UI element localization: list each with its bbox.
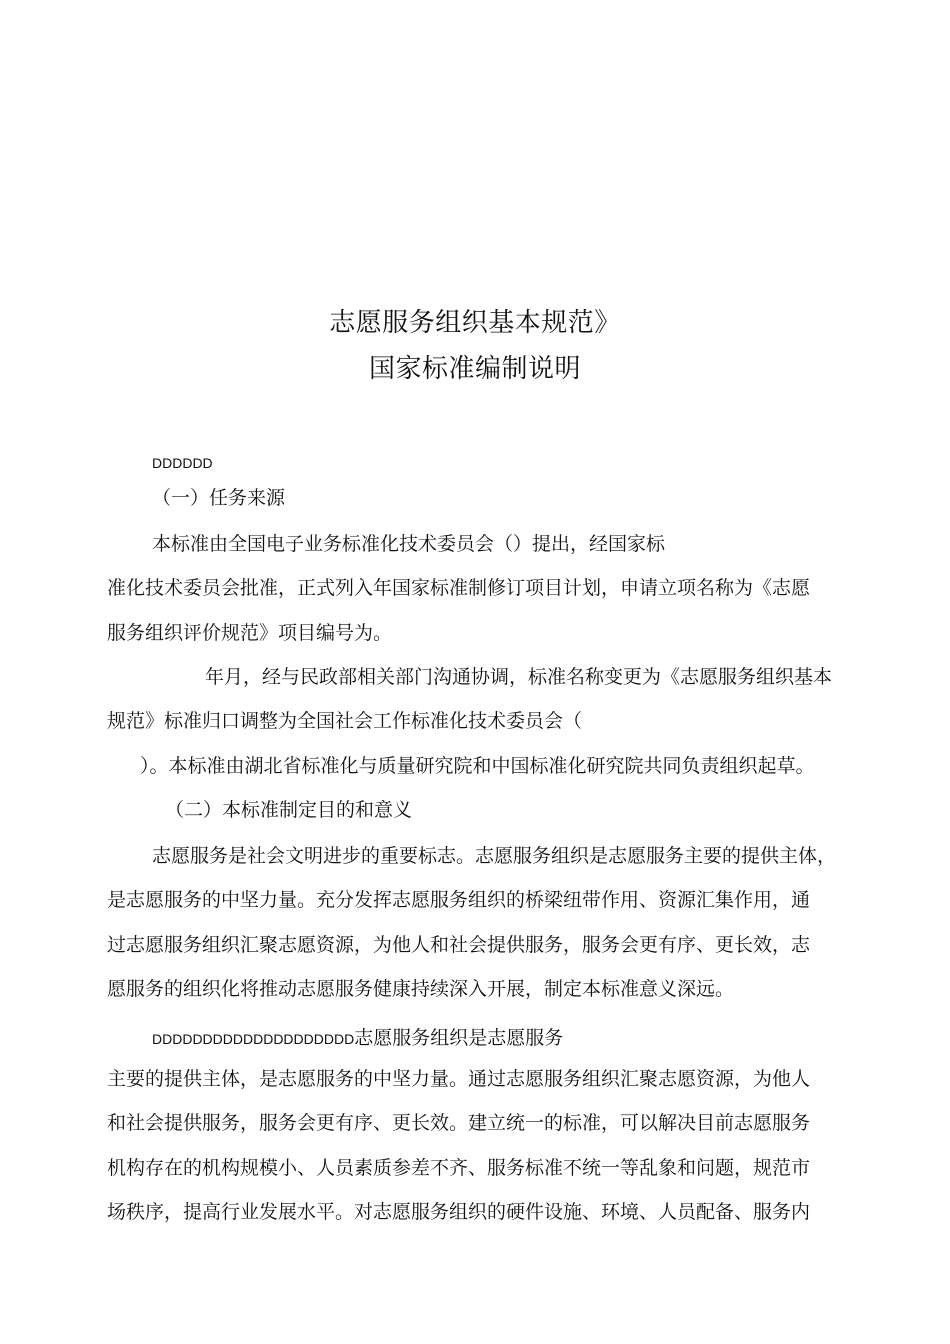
paragraph-line: 本标准由全国电子业务标准化技术委员会（）提出，经国家标 <box>152 533 666 555</box>
paragraph-line-mixed <box>152 1027 563 1050</box>
placeholder-marker: DDDDDD <box>152 455 213 471</box>
section-heading-task-source: （一）任务来源 <box>152 487 286 509</box>
paragraph-line: 机构存在的机构规模小、人员素质参差不齐、服务标准不统一等乱象和问题，规范市 <box>107 1157 811 1179</box>
paragraph-line: 是志愿服务的中坚力量。充分发挥志愿服务组织的桥梁纽带作用、资源汇集作用，通 <box>107 889 811 911</box>
paragraph-line: 准化技术委员会批准，正式列入年国家标准制修订项目计划，申请立项名称为《志愿 <box>107 577 811 599</box>
paragraph-line: 规范》标准归口调整为全国社会工作标准化技术委员会（ <box>107 710 583 732</box>
paragraph-line: 志愿服务是社会文明进步的重要标志。志愿服务组织是志愿服务主要的提供主体， <box>152 845 837 867</box>
paragraph-line: 场秩序，提高行业发展水平。对志愿服务组织的硬件设施、环境、人员配备、服务内 <box>107 1201 811 1223</box>
paragraph-line: 主要的提供主体，是志愿服务的中坚力量。通过志愿服务组织汇聚志愿资源，为他人 <box>107 1068 811 1090</box>
document-title-line-2: 国家标准编制说明 <box>368 354 581 384</box>
paragraph-line: 过志愿服务组织汇聚志愿资源，为他人和社会提供服务，服务会更有序、更长效，志 <box>107 934 811 956</box>
section-heading-purpose: （二）本标准制定目的和意义 <box>165 799 413 821</box>
paragraph-line: ）。本标准由湖北省标准化与质量研究院和中国标准化研究院共同负责组织起草。 <box>140 755 815 777</box>
paragraph-text: 志愿服务组织是志愿服务 <box>354 1027 564 1049</box>
document-title-line-1: 志愿服务组织基本规范》 <box>329 308 621 338</box>
paragraph-line: 服务组织评价规范》项目编号为。 <box>107 622 393 644</box>
paragraph-line: 和社会提供服务，服务会更有序、更长效。建立统一的标准，可以解决目前志愿服务 <box>107 1112 811 1134</box>
placeholder-marker: DDDDDDDDDDDDDDDDDDDD <box>152 1031 355 1047</box>
paragraph-line: 年月，经与民政部相关部门沟通协调，标准名称变更为《志愿服务组织基本 <box>205 666 833 688</box>
paragraph-line: 愿服务的组织化将推动志愿服务健康持续深入开展，制定本标准意义深远。 <box>107 978 735 1000</box>
